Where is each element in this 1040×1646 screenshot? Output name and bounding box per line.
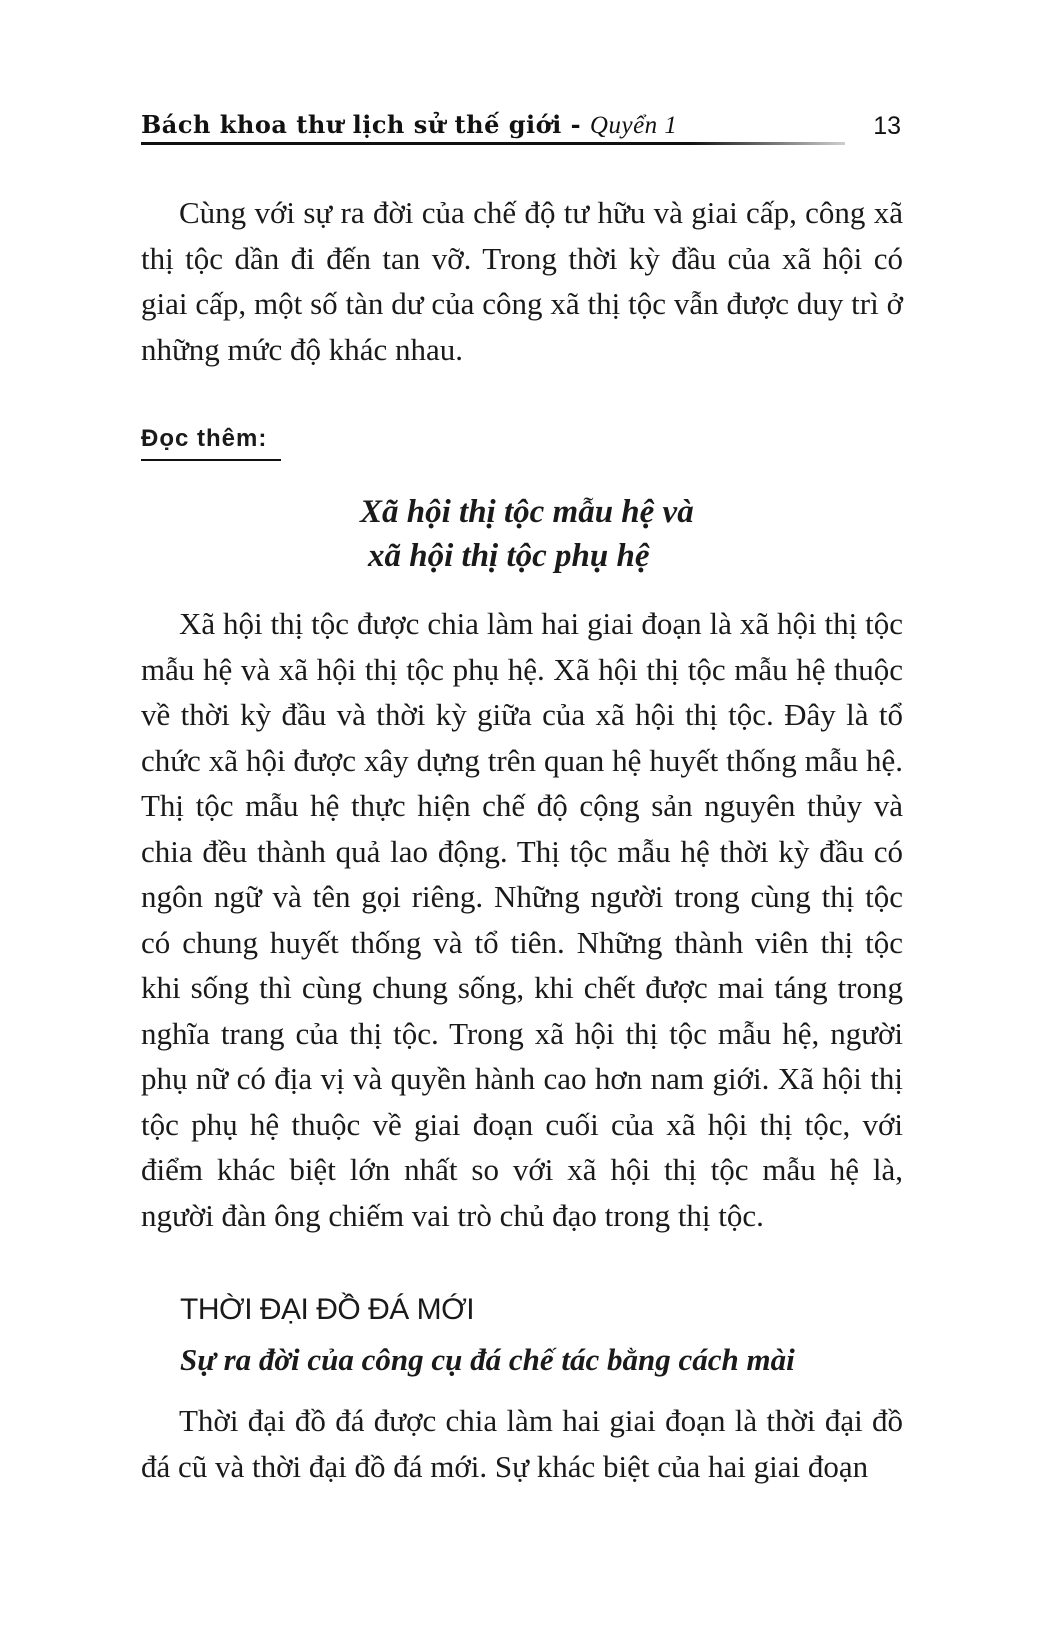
read-more-title <box>360 490 780 578</box>
running-header <box>141 106 901 146</box>
book-title: Bách khoa thư lịch sử thế giới - Quyển 1 <box>141 110 678 139</box>
read-more-title-line-1: Xã hội thị tộc mẫu hệ và <box>360 494 694 530</box>
read-more-title-line-2: xã hội thị tộc phụ hệ <box>368 538 650 574</box>
volume-label: Quyển 1 <box>589 112 678 139</box>
section-subheading: Sự ra đời của công cụ đá chế tác bằng cách mài <box>180 1342 795 1377</box>
paragraph-2: Xã hội thị tộc được chia làm hai giai đoạn là xã hội thị tộc mẫu hệ và xã hội thị tộc phụ hệ. Xã hội thị tộc mẫu hệ thuộc về thời kỳ đầu và thời kỳ giữa của xã hội thị tộc. Đây là tổ chức xã hội được xây dựng trên quan hệ huyết thống mẫu hệ. Thị tộc mẫu hệ thực hiện chế độ cộng sản nguyên thủy và chia đều thành quả lao động. Thị tộc mẫu hệ thời kỳ đầu có ngôn ngữ và tên gọi riêng. Những người trong cùng thị tộc có chung huyết thống và tổ tiên. Những thành viên thị tộc khi sống thì cùng chung sống, khi chết được mai táng trong nghĩa trang của thị tộc. Trong xã hội thị tộc mẫu hệ, người phụ nữ có địa vị và quyền hành cao hơn nam giới. Xã hội thị tộc phụ hệ thuộc về giai đoạn cuối của xã hội thị tộc, với điểm khác biệt lớn nhất so với xã hội thị tộc mẫu hệ là, người đàn ông chiếm vai trò chủ đạo trong thị tộc. <box>141 606 903 1233</box>
paragraph-3: Thời đại đồ đá được chia làm hai giai đoạn là thời đại đồ đá cũ và thời đại đồ đá mới. Sự khác biệt của hai giai đoạn <box>141 1403 903 1484</box>
section-heading: THỜI ĐẠI ĐỒ ĐÁ MỚI <box>180 1293 475 1326</box>
header-rule <box>141 142 845 145</box>
page-number: 13 <box>873 112 901 140</box>
read-more-label: Đọc thêm: <box>141 425 281 461</box>
paragraph-1: Cùng với sự ra đời của chế độ tư hữu và giai cấp, công xã thị tộc dần đi đến tan vỡ. Trong thời kỳ đầu của xã hội có giai cấp, một số tàn dư của công xã thị tộc vẫn được duy trì ở những mức độ khác nhau. <box>141 195 903 367</box>
